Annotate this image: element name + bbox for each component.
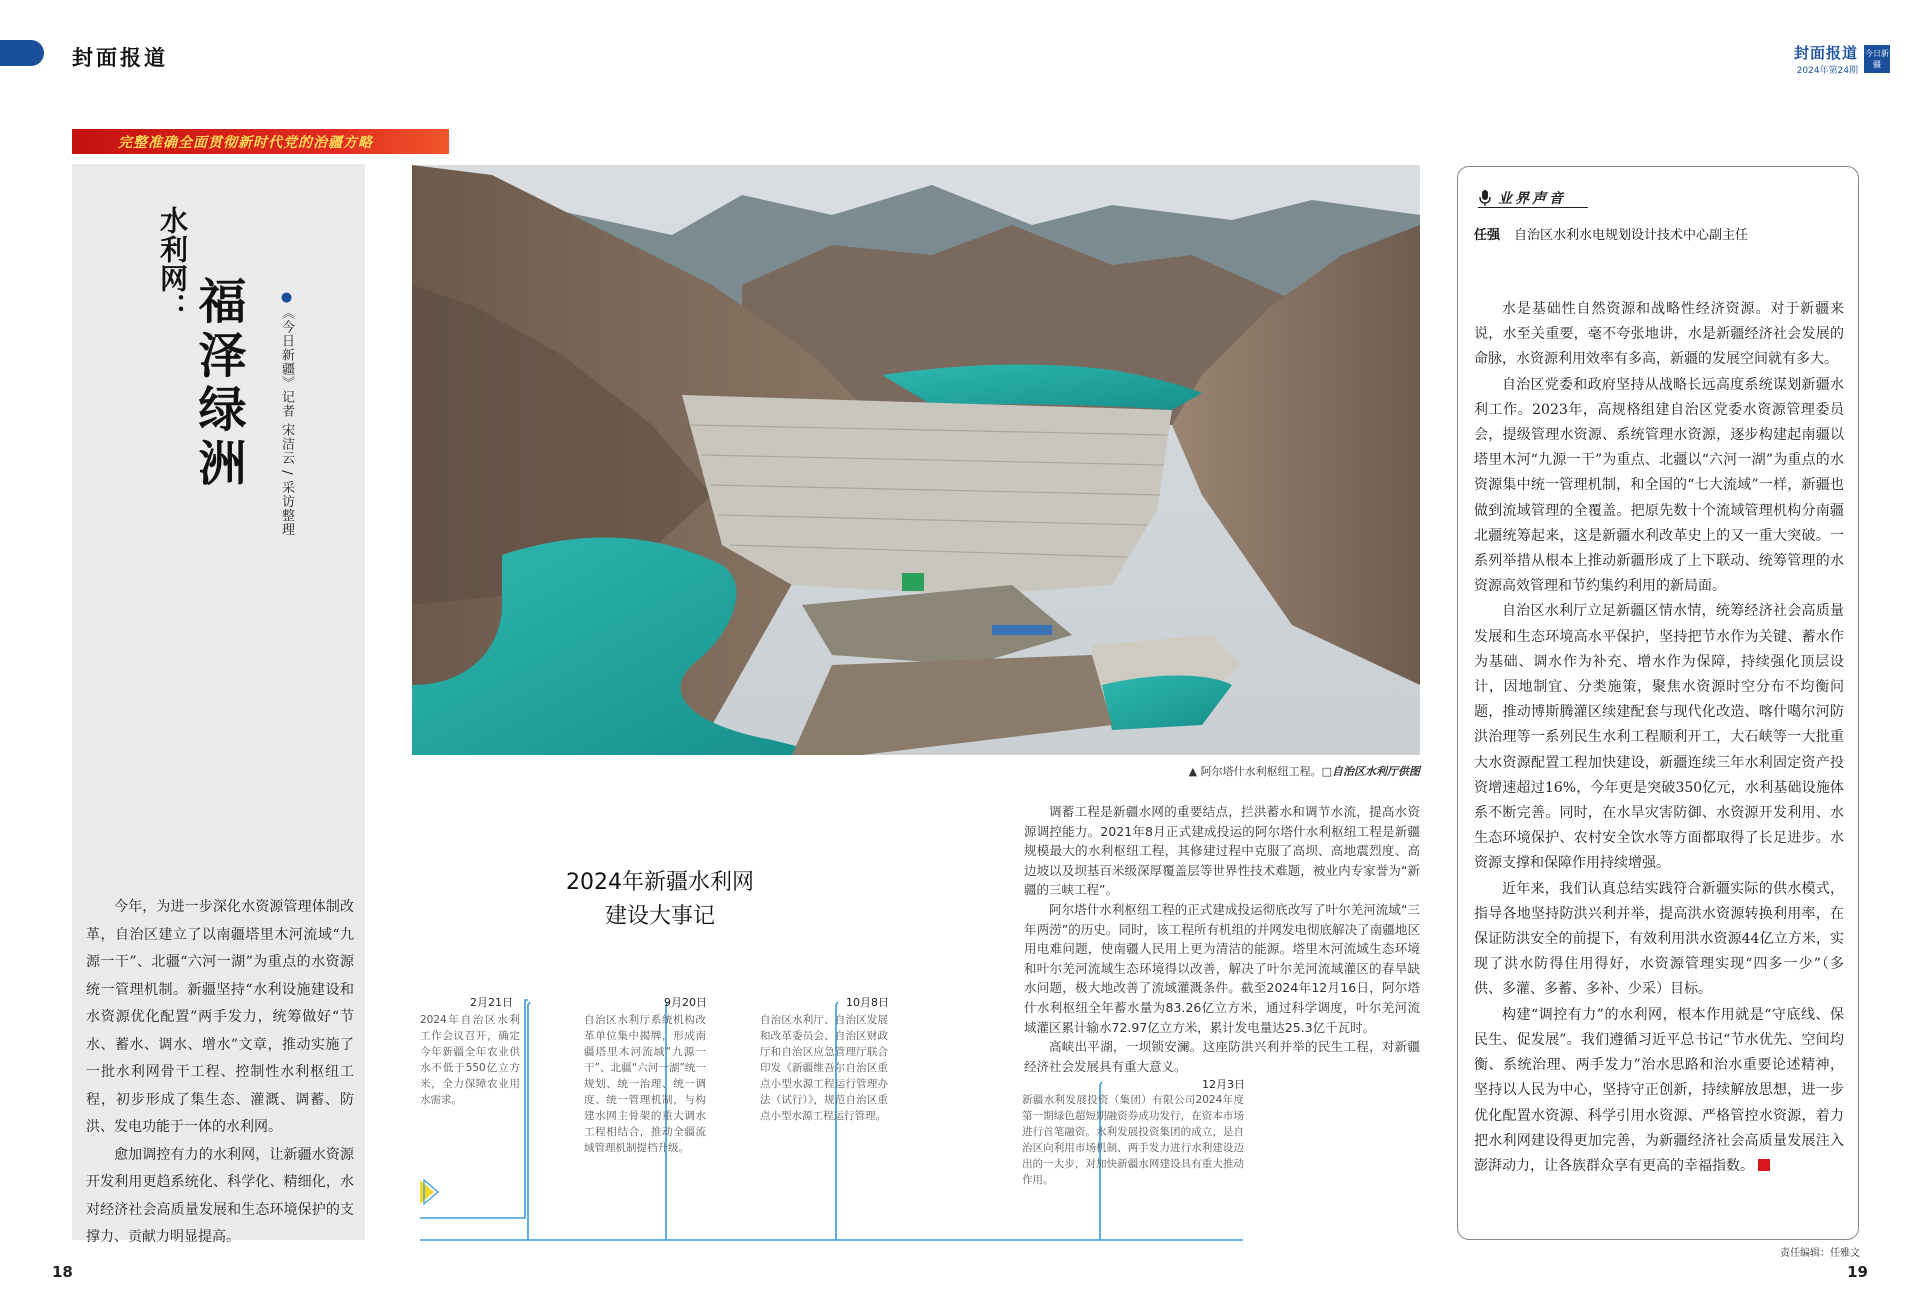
voice-label: 业界声音 <box>1498 191 1566 207</box>
voice-underline <box>1478 207 1588 208</box>
bullet-icon: ● <box>279 290 294 306</box>
section-tab-marker <box>0 40 44 66</box>
interviewee <box>1474 224 1748 243</box>
issue-number: 2024年第24期 <box>1796 66 1858 76</box>
triangle-icon: ▲ <box>1188 765 1201 778</box>
photo-credit: □自治区水利厅供图 <box>1321 765 1420 778</box>
voice-paragraph: 自治区水利厅立足新疆区情水情，统筹经济社会高质量发展和生态环境高水平保护，坚持把节水作为关键、蓄水作为基础、调水作为补充、增水作为保障，持续强化顶层设计，因地制宜、分类施策，聚焦水资源时空分布不均衡问题，推动博斯腾灌区续建配套与现代化改造、喀什噶尔河防洪治理等一系列民生水利工程顺利开工，大石峡等一大批重大水资源配置工程加快建设，新疆连续三年水利固定资产投资增速超过16%，今年更是突破350亿元，水利基础设施体系不断完善。同时，在水旱灾害防御、水资源开发利用、水生态环境保护、农村安全饮水等方面都取得了长足进步。水资源支撑和保障作用持续增强。 <box>1474 603 1844 872</box>
lead-paragraph: 今年，为进一步深化水资源管理体制改革，自治区建立了以南疆塔里木河流域“九源一干”、北疆“六河一湖”为重点的水资源统一管理机制。新疆坚持“水利设施建设和水资源优化配置”两手发力，统筹做好“节水、蓄水、调水、增水”文章，推动实施了一批水利网骨干工程、控制性水利枢纽工程，初步形成了集生态、灌溉、调蓄、防洪、发电功能于一体的水利网。 <box>86 899 354 1135</box>
theme-banner <box>72 129 449 154</box>
voice-paragraph-last <box>1474 1003 1844 1179</box>
article-body <box>1024 802 1420 1076</box>
voice-body <box>1474 297 1844 1179</box>
end-mark-icon <box>1758 1159 1770 1171</box>
page-number-left: 18 <box>52 1263 73 1281</box>
timeline-date: 12月3日 <box>1202 1078 1245 1091</box>
timeline-title-line: 建设大事记 <box>604 904 715 929</box>
banner-text: 完整准确全面贯彻新时代党的治疆方略 <box>118 134 373 151</box>
timeline-arrow-icon <box>420 1180 434 1204</box>
magazine-masthead <box>1794 42 1890 76</box>
headline-kicker: 水利网： <box>156 206 189 322</box>
timeline-date: 10月8日 <box>846 996 889 1009</box>
article-paragraph: 高峡出平湖，一坝锁安澜。这座防洪兴利并举的民生工程，对新疆经济社会发展具有重大意义。 <box>1024 1039 1420 1074</box>
byline <box>272 290 296 537</box>
section-title: 封面报道 <box>72 45 168 70</box>
timeline-event: 自治区水利厅系统机构改革单位集中揭牌，形成南疆塔里木河流域“九源一干”、北疆“六河一湖”统一规划、统一治理、统一调度、统一管理机制，与构建水网主骨架的重大调水工程相结合，推动全疆流域管理机制提档升级。 <box>584 1014 706 1154</box>
microphone-icon <box>1478 189 1492 207</box>
voice-paragraph: 近年来，我们认真总结实践符合新疆实际的供水模式，指导各地坚持防洪兴利并举，提高洪水资源转换利用率，在保证防洪安全的前提下，有效利用洪水资源44亿立方米，实现了洪水防得住用得好，水资源管理实现“四多一少”（多供、多灌、多蓄、多补、少采）目标。 <box>1474 880 1844 998</box>
interviewee-name: 任强 <box>1474 228 1501 243</box>
timeline-date: 9月20日 <box>664 996 707 1009</box>
voice-paragraph: 自治区党委和政府坚持从战略长远高度系统谋划新疆水利工作。2023年，高规格组建自治区党委水资源管理委员会，提级管理水资源、系统管理水资源，逐步构建起南疆以塔里木河“九源一干”为重点、北疆以“六河一湖”为重点的水资源集中统一管理机制，和全国的“七大流域”一样，新疆也做到流域管理的全覆盖。把原先数十个流域管理机构分南疆北疆统筹起来，这是新疆水利改革史上的又一重大突破。一系列举措从根本上推动新疆形成了上下联动、统筹管理的水资源高效管理和节约集约利用的新局面。 <box>1474 376 1844 595</box>
article-paragraph: 阿尔塔什水利枢纽工程的正式建成投运彻底改写了叶尔羌河流域“三年两涝”的历史。同时，该工程所有机组的并网发电彻底解决了南疆地区用电难问题，使南疆人民用上更为清洁的能源。塔里木河流域生态环境和叶尔羌河流域生态环境得以改善，解决了叶尔羌河流域灌区的春旱缺水问题，极大地改善了流域灌溉条件。截至2024年12月16日，阿尔塔什水利枢纽全年蓄水量为83.26亿立方米，通过科学调度，叶尔羌河流域灌区累计输水72.97亿立方米，累计发电量达25.3亿千瓦时。 <box>1024 901 1420 1035</box>
masthead-section: 封面报道 <box>1793 44 1858 62</box>
dam-photo <box>412 165 1420 755</box>
timeline-title <box>520 866 800 934</box>
timeline-event: 2024年自治区水利工作会议召开，确定今年新疆全年农业供水不低于550亿立方米，全力保障农业用水需求。 <box>420 1014 520 1106</box>
headline-main: 福泽绿洲 <box>190 276 246 492</box>
photo-caption <box>1100 763 1420 779</box>
caption-text: 阿尔塔什水利枢纽工程。 <box>1200 765 1322 778</box>
timeline-event: 新疆水利发展投资（集团）有限公司2024年度第一期绿色超短期融资券成功发行，在资本市场进行首笔融资。水利发展投资集团的成立，是自治区向利用市场机制、两手发力进行水利建设迈出的一大步，对加快新疆水网建设具有重大推动作用。 <box>1022 1094 1244 1186</box>
timeline-date: 2月21日 <box>470 996 513 1009</box>
voice-header <box>1478 188 1566 208</box>
page-number-right: 19 <box>1847 1263 1868 1281</box>
lead-text <box>86 894 354 1252</box>
timeline-title-line: 2024年新疆水利网 <box>566 870 754 895</box>
byline-text: 《今日新疆》记者 宋洁云 / 采访整理 <box>279 306 294 537</box>
article-paragraph: 调蓄工程是新疆水网的重要结点，拦洪蓄水和调节水流，提高水资源调控能力。2021年8月正式建成投运的阿尔塔什水利枢纽工程是新疆规模最大的水利枢纽工程，其修建过程中克服了高坝、高地震烈度、高边坡以及坝基百米级深厚覆盖层等世界性技术难题，被业内专家誉为“新疆的三峡工程”。 <box>1024 804 1420 898</box>
magazine-logo: 今日新疆 <box>1864 45 1890 73</box>
interviewee-role: 自治区水利水电规划设计技术中心副主任 <box>1514 228 1749 243</box>
lead-paragraph: 愈加调控有力的水利网，让新疆水资源开发利用更趋系统化、科学化、精细化，水对经济社会高质量发展和生态环境保护的支撑力、贡献力明显提高。 <box>86 1146 354 1245</box>
voice-paragraph: 水是基础性自然资源和战略性经济资源。对于新疆来说，水至关重要，毫不夸张地讲，水是新疆经济社会发展的命脉，水资源利用效率有多高，新疆的发展空间就有多大。 <box>1474 301 1844 368</box>
timeline-event: 自治区水利厅、自治区发展和改革委员会、自治区财政厅和自治区应急管理厅联合印发《新疆维吾尔自治区重点小型水源工程运行管理办法（试行）》，规范自治区重点小型水源工程运行管理。 <box>760 1014 888 1122</box>
voice-paragraph-text: 构建“调控有力”的水利网，根本作用就是“守底线、保民生、促发展”。我们遵循习近平总书记“节水优先、空间均衡、系统治理、两手发力”治水思路和治水重要论述精神，坚持以人民为中心，坚持守正创新，持续解放思想，进一步优化配置水资源、科学引用水资源、严格管控水资源，着力把水利网建设得更加完善，为新疆经济社会高质量发展注入澎湃动力，让各族群众享有更高的幸福指数。 <box>1474 1006 1844 1174</box>
responsible-editor: 责任编辑：任雅文 <box>1780 1248 1860 1259</box>
